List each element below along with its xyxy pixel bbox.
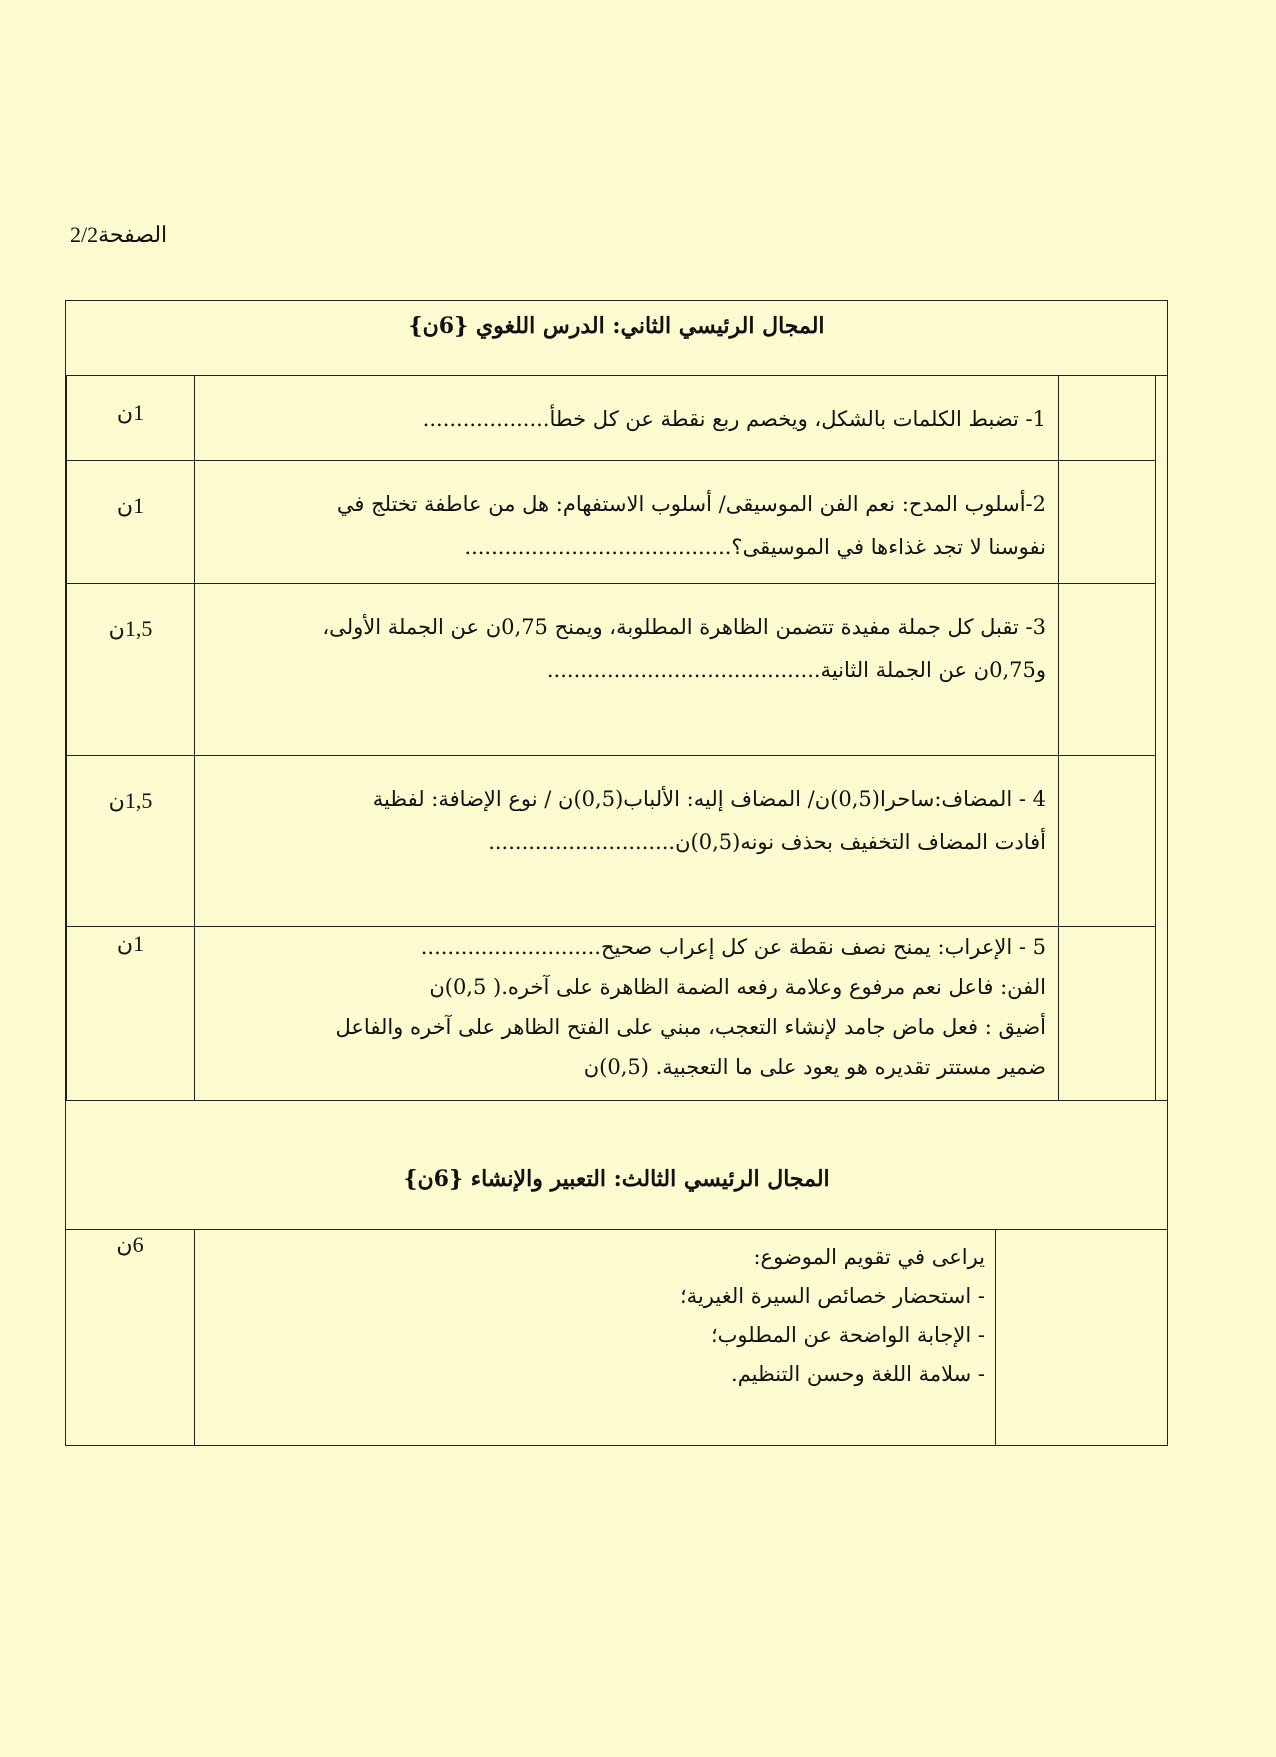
empty-cell: [1058, 927, 1155, 1100]
empty-cell: [1058, 584, 1155, 755]
section-2-title: المجال الرئيسي الثاني: الدرس اللغوي {6ن}: [66, 301, 1167, 376]
item-score: 1ن: [67, 376, 195, 460]
item-line: 4 - المضاف:ساحرا(0,5)ن/ المضاف إليه: الألباب(0,5)ن / نوع الإضافة: لفظية: [372, 787, 1046, 811]
empty-cell: [1058, 461, 1155, 583]
item-score: 1ن: [67, 927, 195, 1100]
item-line: ضمير مستتر تقديره هو يعود على ما التعجبية. (0,5)ن: [583, 1055, 1046, 1079]
item-line: و0,75ن عن الجملة الثانية.........................................: [546, 658, 1046, 682]
item-content: [195, 376, 1058, 460]
spacer: [66, 1100, 1167, 1166]
empty-cell: [995, 1230, 1167, 1445]
item-line: 3- تقبل كل جملة مفيدة تتضمن الظاهرة المطلوبة، ويمنح 0,75ن عن الجملة الأولى،: [322, 615, 1046, 639]
item-line: 5 - الإعراب: يمنح نصف نقطة عن كل إعراب صحيح...........................: [420, 935, 1046, 959]
item-content: [195, 1230, 995, 1445]
table-row: [67, 376, 1155, 461]
page-number: الصفحة2/2: [70, 222, 168, 247]
table-row: [67, 584, 1155, 756]
item-score: 1ن: [67, 461, 195, 583]
empty-cell: [1058, 756, 1155, 926]
table-row: [67, 461, 1155, 584]
section-3-title: المجال الرئيسي الثالث: التعبير والإنشاء {6ن}: [66, 1166, 1167, 1230]
item-content: [195, 756, 1058, 926]
table-row: [67, 927, 1155, 1100]
grading-table: [65, 300, 1168, 1446]
item-line: - الإجابة الواضحة عن المطلوب؛: [710, 1323, 985, 1347]
item-line: الفن: فاعل نعم مرفوع وعلامة رفعه الضمة الظاهرة على آخره.( 0,5)ن: [429, 975, 1046, 999]
empty-cell: [1058, 376, 1155, 460]
section-2-body: [66, 376, 1156, 1100]
section-3-body: [66, 1230, 1167, 1445]
item-content: [195, 927, 1058, 1100]
item-line: نفوسنا لا تجد غذاءها في الموسيقى؟........................................: [464, 535, 1046, 559]
table-row: [67, 756, 1155, 927]
item-score: 6ن: [116, 1232, 144, 1257]
item-line: - سلامة اللغة وحسن التنظيم.: [731, 1362, 985, 1386]
item-line: 2-أسلوب المدح: نعم الفن الموسيقى/ أسلوب الاستفهام: هل من عاطفة تختلج في: [336, 492, 1046, 516]
item-score: 1,5ن: [67, 756, 195, 926]
item-content: [195, 461, 1058, 583]
item-score: 1,5ن: [67, 584, 195, 755]
item-line: يراعى في تقويم الموضوع:: [753, 1245, 985, 1269]
item-line: أفادت المضاف التخفيف بحذف نونه(0,5)ن............................: [488, 830, 1046, 854]
item-line: أضيق : فعل ماض جامد لإنشاء التعجب، مبني على الفتح الظاهر على آخره والفاعل: [335, 1015, 1046, 1039]
item-line: - استحضار خصائص السيرة الغيرية؛: [680, 1284, 985, 1308]
table-row: [195, 1230, 1167, 1445]
section-3-inner: [194, 1230, 1167, 1445]
item-content: [195, 584, 1058, 755]
item-line: 1- تضبط الكلمات بالشكل، ويخصم ربع نقطة عن كل خطأ...................: [422, 407, 1046, 431]
